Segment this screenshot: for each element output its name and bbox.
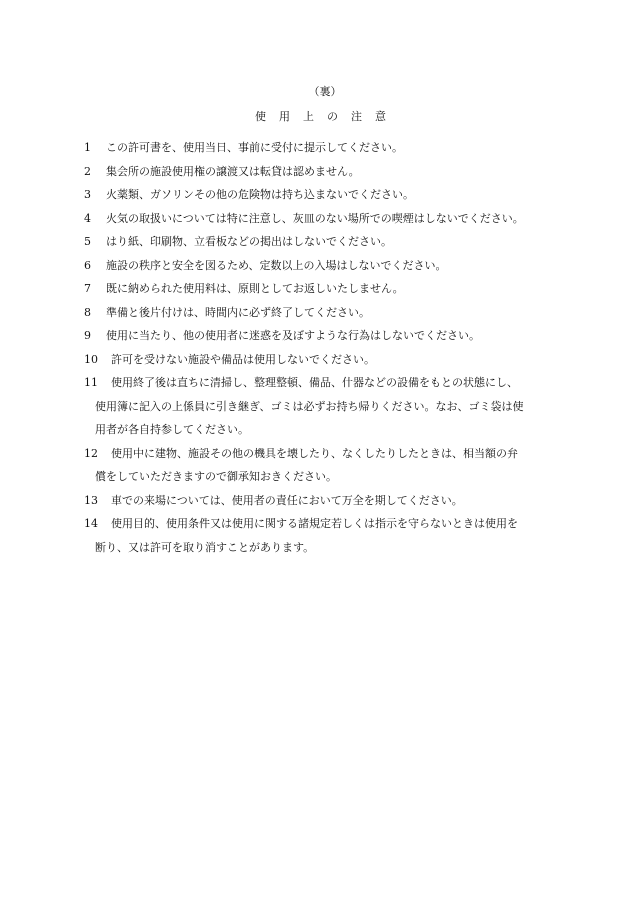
rule-number: 14 — [84, 517, 98, 530]
rule-item — [84, 230, 564, 254]
rule-text: 火気の取扱いについては特に注意し、灰皿のない場所での喫煙はしないでください。 — [106, 211, 524, 225]
rule-text-line: 使用目的、使用条件又は使用に関する諸規定若しくは指示を守らないときは使用を — [111, 517, 518, 530]
rule-item — [84, 136, 564, 160]
rule-text: 車での来場については、使用者の責任において万全を期してください。 — [111, 493, 463, 507]
rule-item — [84, 442, 564, 489]
rule-number: 1 — [84, 141, 91, 154]
page-title: 使用上の注意 — [255, 110, 399, 123]
rule-item — [84, 512, 564, 559]
rule-item — [84, 371, 564, 442]
rule-text-line: 使用中に建物、施設その他の機具を壊したり、なくしたりしたときは、相当額の弁 — [111, 446, 518, 460]
rule-number: 4 — [84, 211, 91, 225]
rule-text: 集会所の施設使用権の譲渡又は転貸は認めません。 — [106, 164, 360, 178]
rules-list — [84, 136, 564, 559]
rule-text: 許可を受けない施設や備品は使用しないでください。 — [111, 352, 375, 366]
rule-text-line: 用者が各自持参してください。 — [95, 423, 249, 436]
rule-number: 2 — [84, 164, 91, 178]
rule-text-line: 使用簿に記入の上係員に引き継ぎ、ゴミは必ずお持ち帰りください。なお、ゴミ袋は使 — [95, 399, 524, 413]
rule-number: 12 — [84, 446, 98, 460]
rule-number: 11 — [84, 376, 98, 389]
rule-number: 13 — [84, 493, 98, 507]
rule-text-line: 償をしていただきますので御承知おきください。 — [95, 470, 337, 483]
rule-text: 既に納められた使用料は、原則としてお返しいたしません。 — [106, 282, 404, 295]
rule-text-line: 断り、又は許可を取り消すことがあります。 — [95, 540, 315, 554]
rule-number: 5 — [84, 235, 91, 248]
rule-item — [84, 254, 564, 278]
rule-text-line: 使用終了後は直ちに清掃し、整理整頓、備品、什器などの設備をもとの状態にし、 — [111, 376, 518, 389]
rule-item — [84, 277, 564, 301]
rule-text — [95, 512, 564, 559]
rule-number: 7 — [84, 282, 91, 295]
rule-text: はり紙、印刷物、立看板などの掲出はしないでください。 — [106, 235, 392, 248]
rule-text: 施設の秩序と安全を図るため、定数以上の入場はしないでください。 — [106, 258, 447, 272]
rule-item — [84, 324, 564, 348]
rule-number: 6 — [84, 258, 91, 272]
rule-item — [84, 160, 564, 184]
rule-text — [95, 442, 564, 489]
rule-text: 使用に当たり、他の使用者に迷惑を及ぼすような行為はしないでください。 — [106, 329, 480, 342]
rule-text: 火薬類、ガソリンその他の危険物は持ち込まないでください。 — [106, 188, 414, 201]
rule-number: 3 — [84, 188, 91, 201]
rule-item — [84, 348, 564, 372]
rule-item — [84, 489, 564, 513]
rule-number: 9 — [84, 329, 91, 342]
rule-text — [95, 371, 564, 442]
rule-item — [84, 301, 564, 325]
side-label: （裏） — [308, 85, 342, 98]
rule-item — [84, 183, 564, 207]
rule-number: 8 — [84, 305, 91, 319]
rule-number: 10 — [84, 352, 98, 366]
rule-text: 準備と後片付けは、時間内に必ず終了してください。 — [106, 305, 370, 319]
rule-text: この許可書を、使用当日、事前に受付に提示してください。 — [106, 141, 403, 154]
rule-item — [84, 207, 564, 231]
